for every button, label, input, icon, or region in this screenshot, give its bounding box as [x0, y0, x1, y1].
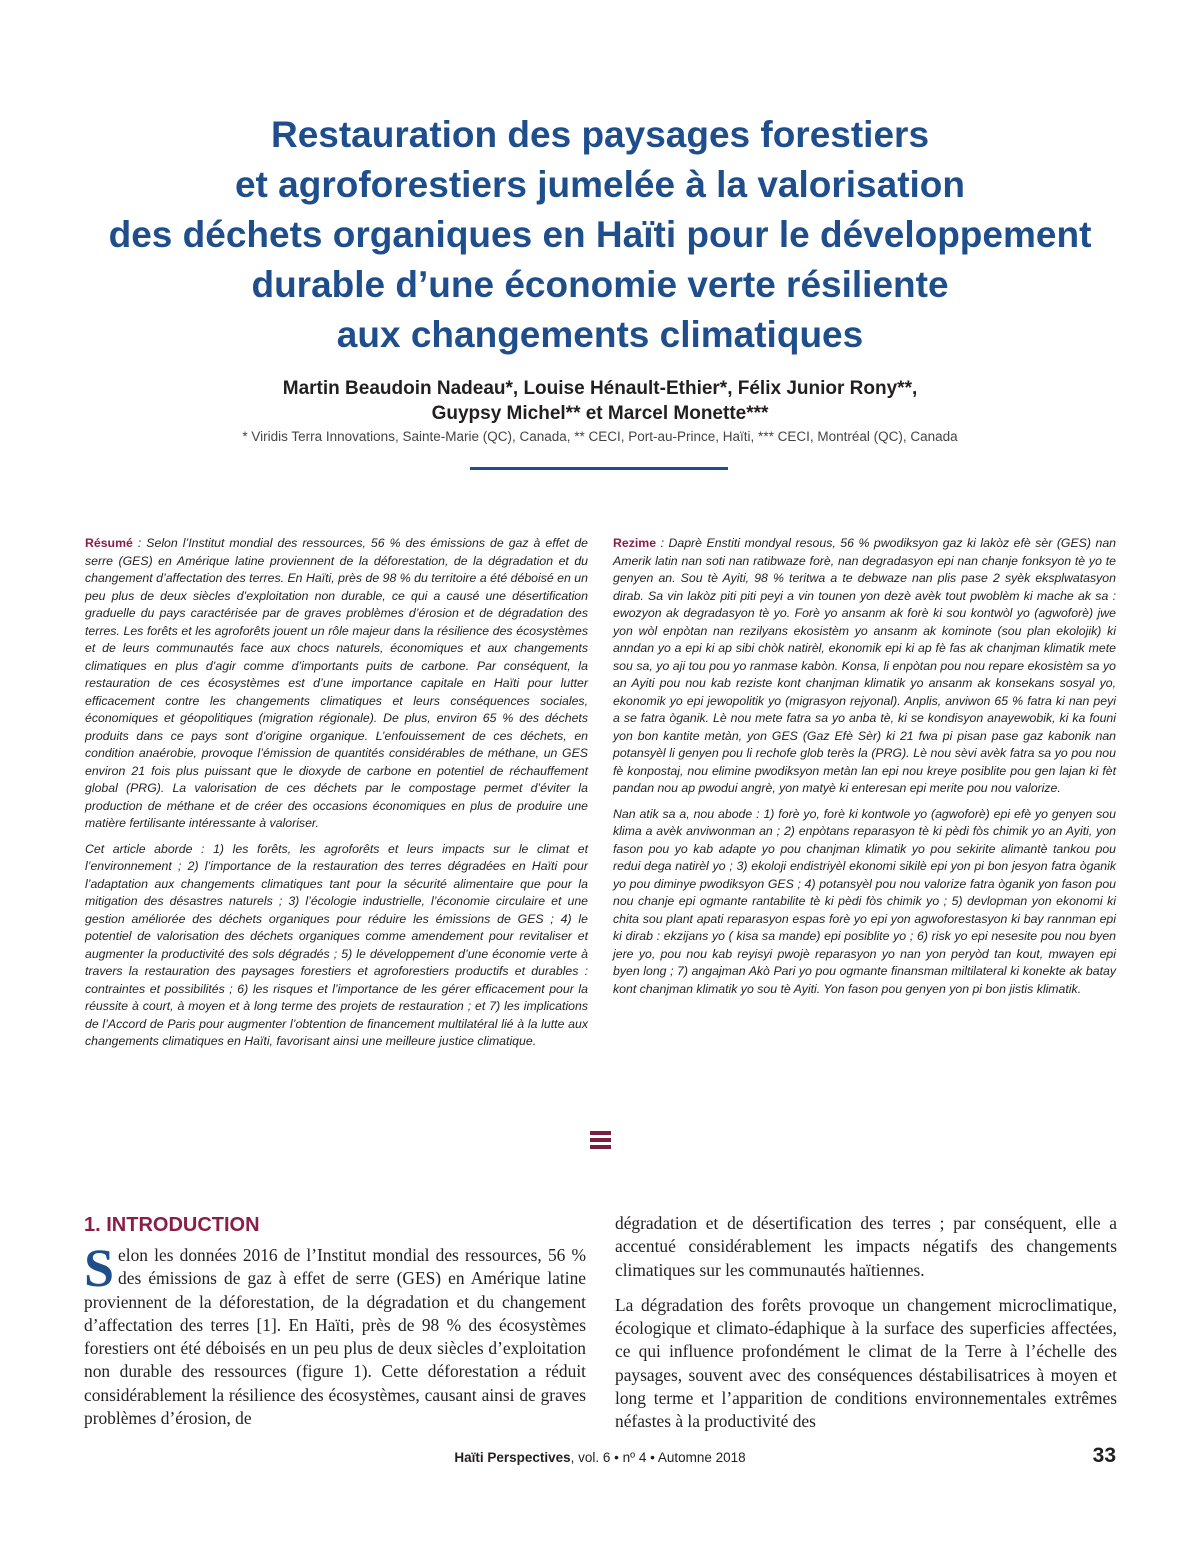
page-footer [300, 1450, 900, 1465]
abstract-paragraph [85, 535, 588, 833]
body-paragraph [84, 1238, 586, 1430]
title-divider [470, 467, 728, 470]
title-line: des déchets organiques en Haïti pour le développement [108, 214, 1092, 255]
body-column-right [615, 1212, 1117, 1446]
authors-line: Guypsy Michel** et Marcel Monette*** [431, 403, 769, 424]
author-list [100, 376, 1100, 426]
body-text: elon les données 2016 de l’Institut mondial des ressources, 56 % des émissions de gaz à effet de serre (GES) en Amérique latine proviennent de la déforestation, de la dégradation et du changement d’affectation des terres [1]. En Haïti, près de 98 % des écosystèmes forestiers ont été déboisés en un peu plus de deux siècles d’exploitation non durable des ressources (figure 1). Cette déforestation a réduit considérablement la résilience des écosystèmes, causant ainsi de graves problèmes d’érosion, de [84, 1245, 586, 1429]
abstract-paragraph [613, 535, 1116, 798]
authors-line: Martin Beaudoin Nadeau*, Louise Hénault-Ethier*, Félix Junior Rony**, [282, 378, 918, 399]
drop-cap: S [84, 1238, 115, 1298]
title-line: aux changements climatiques [336, 314, 864, 355]
title-line: durable d’une économie verte résiliente [251, 264, 949, 305]
issue-info: , vol. 6 • nº 4 • Automne 2018 [570, 1450, 746, 1465]
abstract-paragraph: Nan atik sa a, nou abode : 1) forè yo, forè ki kontwole yo (agwoforè) epi efè yo genyen sou klima a avèk anviwonman an ; 2) enpòtans reparasyon tè ki pèdi fòs chimik yo an Ayiti, yon fason pou yo kab adapte yo pou chanjman klimatik yo pou sekirite alimantè tankou pou redui dega natirèl yo ; 3) ekoloji endistriyèl ekonomi sikilè epi yon pi bon jesyon fatra òganik yo pou diminye pwodiksyon GES ; 4) potansyèl pou nou valorize fatra òganik yon fason pou nou chanje epi ogmante rantabilite tè ki pèdi fòs chimik yo ; 5) devlopman yon ekonomi ki chita sou plant apati reparasyon espas forè yo epi yon agwoforestasyon ki bay rannman epi ki dirab : ekzijans yo ( kisa sa mande) epi posiblite yo ; 6) risk yo epi nesesite pou nou byen jere yo, pou nou kab reyisyi pwojè reparasyon yo nan yon peryòd tan kout, mwayen epi byen long ; 7) angajman Akò Pari yo pou ogmante finansman miltilateral ki konekte ak batay kont chanjman klimatik yo sou tè Ayiti. Yon fason pou genyen yon pi bon jistis klimatik. [613, 806, 1116, 996]
abstract-paragraph: Cet article aborde : 1) les forêts, les agroforêts et leurs impacts sur le climat et l’environnement ; 2) l’importance de la restauration des terres dégradées en Haïti pour l’adaptation aux changements climatiques tant pour la sécurité alimentaire que pour la mitigation des désastres naturels ; 3) l’écologie industrielle, l’économie circulaire et une gestion améliorée des déchets organiques pour réduire les émissions de GES ; 4) le potentiel de valorisation des déchets organiques comme amendement pour revitaliser et augmenter la productivité des sols dégradés ; 5) le développement d’une économie verte à travers la restauration des paysages forestiers et agroforestiers productifs et durables : contraintes et possibilités ; 6) les risques et l’importance de les gérer efficacement pour la réussite à court, à moyen et à long terme des projets de restauration ; et 7) les implications de l’Accord de Paris pour augmenter l’obtention de financement multilatéral lié à la lutte aux changements climatiques en Haïti, favorisant ainsi une meilleure justice climatique. [85, 841, 588, 1048]
body-paragraph: La dégradation des forêts provoque un changement microclimatique, écologique et climato-édaphique à la surface des superficies affectées, ce qui influence profondément le climat de la Terre à l’échelle des paysages, souvent avec des conséquences déstabilisatrices à moyen et long terme et l’apparition de conditions environnementales extrêmes néfastes à la productivité des [615, 1294, 1117, 1432]
body-paragraph: dégradation et de désertification des terres ; par conséquent, elle a accentué considérablement les impacts négatifs des changements climatiques sur les communautés haïtiennes. [615, 1213, 1117, 1280]
title-line: et agroforestiers jumelée à la valorisation [234, 164, 965, 205]
journal-name: Haïti Perspectives [454, 1450, 571, 1465]
abstract-label: Résumé [85, 536, 133, 550]
abstract-label: Rezime [613, 536, 657, 550]
abstract-french [85, 535, 588, 1059]
abstract-text: : Daprè Enstiti mondyal resous, 56 % pwodiksyon gaz ki lakòz efè sèr (GES) nan Amerik latin nan soti nan ratibwaze forè, nan degradasyon epi nan chanje fonksyon tè yo te genyen an. Sou tè Ayiti, 98 % teritwa a te debwaze nan plis pase 2 syèk eksplwatasyon dirab. Sa vin lakòz piti piti peyi a vin tounen yon dezè avèk tout pwoblèm ki mache ak sa : ewozyon ak degradasyon tè yo. Forè yo ansanm ak forè ki sou kontwòl yo (agwoforè) jwe yon wòl enpòtan nan rezilyans ekosistèm yo ansanm ak kominote (sou plan ekolojik) ki anndan yo a epi ki ap sibi chòk natirèl, ekonomik epi ki ap fè fas ak chanjman klimatik mete sou sa, yo aji tou pou yo ranmase kabòn. Konsa, li enpòtan pou nou repare ekosistèm sa yo an Ayiti pou nou kab reziste kont chanjman klimatik yo ansanm ak konsekans sosyal yo, ekonomik yo epi jewopolitik yo (migrasyon rejyonal). Anplis, anviwon 65 % fatra ki nan peyi a se fatra òganik. Lè nou mete fatra sa yo anba tè, ki se kondisyon anayewobik, ki ka founi yon bon kantite metàn, yon GES (Gaz Efè Sèr) ki 21 fwa pi pisan pase gaz kabonik nan potansyèl li genyen pou li rechofe glob terès la (PRG). Lè nou sèvi avèk fatra sa yo pou nou fè konpostaj, nou elimine pwodiksyon metàn lan epi nou kreye posiblite pou gen lajan ki fèt pandan nou ap pwodui angrè, yon matyè ki enteresan epi merite pou nou valorize. [613, 536, 1116, 795]
page-number: 33 [1092, 1444, 1116, 1467]
abstract-text: : Selon l’Institut mondial des ressources, 56 % des émissions de gaz à effet de serre (GES) en Amérique latine proviennent de la déforestation, de la dégradation et du changement d’affectation des terres. En Haïti, près de 98 % du territoire a été déboisé en un peu plus de deux siècles d’exploitation non durable, ce qui a causé une désertification graduelle du pays caractérisée par de graves problèmes d’érosion et de dégradation des terres. Les forêts et les agroforêts jouent un rôle majeur dans la résilience des écosystèmes et de leurs communautés face aux chocs naturels, économiques et aux changements climatiques en plus d’agir comme d’importants puits de carbone. Par conséquent, la restauration de ces écosystèmes est d’une importance capitale en Haïti pour lutter efficacement contre les changements climatiques et leurs conséquences sociales, économiques et géopolitiques (migration régionale). De plus, environ 65 % des déchets produits dans ce pays sont d’origine organique. L’enfouissement de ces déchets, en condition anaérobie, provoque l’émission de quantités considérables de méthane, un GES environ 21 fois plus puissant que le dioxyde de carbone en potentiel de réchauffement global (PRG). La valorisation de ces déchets par le compostage permet d’éviter la production de méthane et de créer des occasions économiques en plus de produire une matière fertilisante intéressante à valoriser. [85, 536, 588, 830]
article-title [60, 110, 1140, 360]
title-line: Restauration des paysages forestiers [270, 114, 930, 155]
body-column-left [84, 1212, 586, 1442]
section-heading: 1. INTRODUCTION [84, 1214, 260, 1236]
abstract-creole [613, 535, 1116, 1006]
menu-lines-icon [590, 1131, 611, 1149]
affiliations: * Viridis Terra Innovations, Sainte-Marie (QC), Canada, ** CECI, Port-au-Prince, Haïti, *** CECI, Montréal (QC), Canada [242, 429, 958, 444]
